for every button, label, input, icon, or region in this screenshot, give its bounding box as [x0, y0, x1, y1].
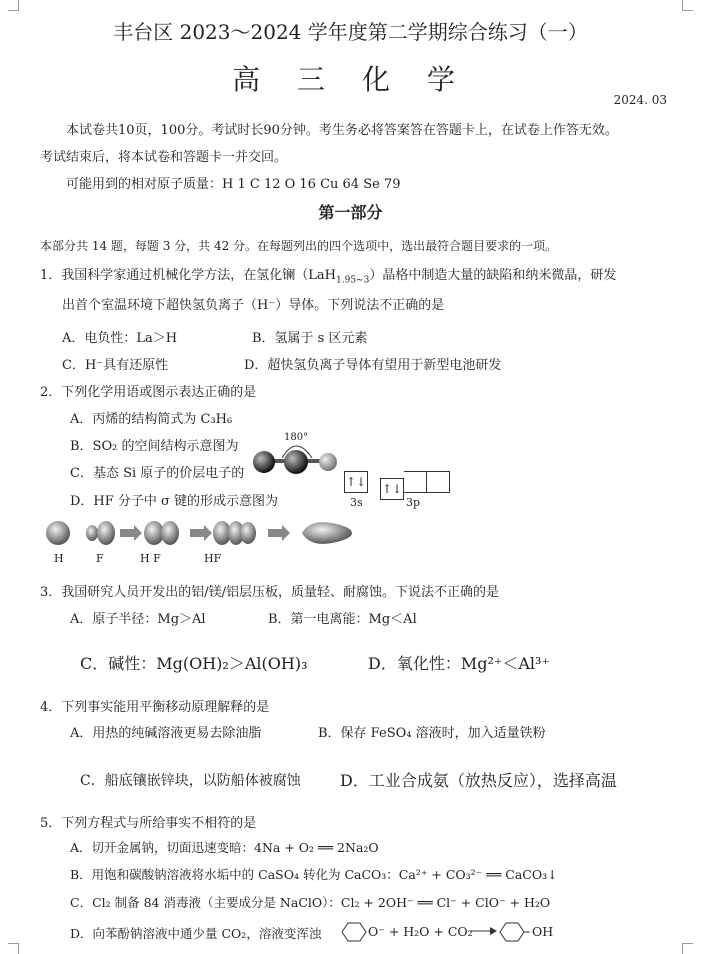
- q5-option-d: D．向苯酚钠溶液中通少量 CO₂，溶液变浑浊: [70, 926, 322, 941]
- q4-option-d: D．工业合成氨（放热反应），选择高温: [340, 771, 617, 790]
- q3-stem: 3．我国研究人员开发出的铝/镁/铝层压板，质量轻、耐腐蚀。下说法不正确的是: [40, 585, 500, 600]
- label-3s: 3s: [350, 496, 363, 509]
- q1-option-a: A．电负性：La＞H: [62, 331, 178, 346]
- q1-stem: 1．我国科学家通过机械化学方法，在氢化镧（LaH$_{1.95\sim 3}$）晶格中制造大量的缺陷和纳米微晶，研发: [40, 268, 617, 286]
- arrow-icon: [120, 525, 142, 541]
- subject-title: 高 三 化 学: [232, 63, 469, 96]
- so2-structure-figure: [248, 428, 348, 478]
- exam-title: 丰台区 2023～2024 学年度第二学期综合练习（一）: [113, 20, 588, 44]
- q5-stem: 5．下列方程式与所给事实不相符的是: [40, 816, 257, 831]
- q4-stem: 4．下列事实能用平衡移动原理解释的是: [40, 700, 270, 715]
- h-1s-orbital: [46, 521, 70, 545]
- q1-option-d: D．超快氢负离子导体有望用于新型电池研发: [244, 358, 502, 373]
- q3-option-c: C．碱性：Mg(OH)₂＞Al(OH)₃: [80, 654, 308, 673]
- q3-option-d: D．氧化性：Mg²⁺＜Al³⁺: [368, 654, 550, 673]
- q4-option-c: C．船底镶嵌锌块，以防船体被腐蚀: [80, 773, 301, 789]
- hf-sigma-bond-figure: [40, 515, 360, 555]
- q1-option-b: B．氢属于 s 区元素: [252, 331, 368, 346]
- so2-angle-label: 180°: [284, 432, 309, 443]
- orbital-3p-box-1: ↑↓: [380, 478, 404, 500]
- part1-title: 第一部分: [318, 203, 383, 222]
- f-2p-lobe-large: [97, 521, 115, 545]
- benzene-ring-icon: [334, 920, 368, 944]
- reaction-arrow-icon: [468, 924, 498, 938]
- q2-option-b: B．SO₂ 的空间结构示意图为: [70, 439, 239, 454]
- q1-stem-line2: 出首个室温环境下超快氢负离子（H⁻）导体。下列说法不正确的是: [62, 298, 445, 313]
- arrow-icon-2: [190, 525, 212, 541]
- f-2p-lobe-small: [86, 525, 98, 541]
- instructions-line2: 考试结束后，将本试卷和答题卡一并交回。: [40, 150, 288, 165]
- oxygen-atom-right: [319, 453, 337, 471]
- q3-option-a: A．原子半径：Mg＞Al: [70, 612, 206, 627]
- crop-mark-bottom-left: [8, 943, 19, 954]
- q5-option-b: B．用饱和碳酸钠溶液将水垢中的 CaSO₄ 转化为 CaCO₃：Ca²⁺ + CO₃²⁻ ══ CaCO₃↓: [70, 867, 558, 882]
- label-hf: HF: [204, 552, 222, 565]
- q2-stem: 2．下列化学用语或图示表达正确的是: [40, 385, 257, 400]
- arrow-icon-3: [268, 525, 290, 541]
- sulfur-atom: [284, 450, 308, 474]
- f-orbital-approach: [161, 521, 179, 545]
- orbital-3s: [344, 471, 368, 493]
- oxygen-atom-left: [253, 451, 275, 473]
- phenol-ring-icon: [496, 920, 530, 944]
- q5-option-a: A．切开金属钠，切面迅速变暗：4Na + O₂ ══ 2Na₂O: [70, 840, 379, 855]
- crop-mark-top-right: [682, 0, 693, 11]
- q3-option-b: B．第一电离能：Mg＜Al: [268, 612, 417, 627]
- exam-date: 2024. 03: [613, 93, 667, 107]
- orbital-3p-box-2: [404, 471, 427, 493]
- overlap-right: [240, 522, 256, 544]
- part1-intro: 本部分共 14 题，每题 3 分，共 42 分。在每题列出的四个选项中，选出最符合题目要求的一项。: [40, 239, 558, 253]
- label-h-f: H F: [140, 552, 161, 565]
- q5-option-d-product: OH: [532, 924, 554, 939]
- orbital-3s-box: ↑↓: [344, 471, 368, 493]
- atomic-masses: 可能用到的相对原子质量：H 1 C 12 O 16 Cu 64 Se 79: [66, 177, 401, 192]
- q5-option-d-reactants: O⁻ + H₂O + CO₂: [368, 924, 473, 939]
- q1-option-c: C．H⁻具有还原性: [62, 358, 169, 373]
- instructions-line1: 本试卷共10页，100分。考试时长90分钟。考生务必将答案答在答题卡上，在试卷上作答无效。: [66, 123, 618, 138]
- label-h: H: [54, 552, 64, 565]
- orbital-3p-box-3: [427, 471, 450, 493]
- sigma-bond-orbital: [302, 522, 352, 544]
- q4-option-b: B．保存 FeSO₄ 溶液时，加入适量铁粉: [318, 726, 546, 741]
- q5-option-c: C．Cl₂ 制备 84 消毒液（主要成分是 NaClO）：Cl₂ + 2OH⁻ ══ Cl⁻ + ClO⁻ + H₂O: [70, 895, 551, 910]
- q4-option-a: A．用热的纯碱溶液更易去除油脂: [70, 726, 262, 741]
- q2-option-d: D．HF 分子中 σ 键的形成示意图为: [70, 494, 279, 509]
- label-f: F: [96, 552, 104, 565]
- q2-option-c: C．基态 Si 原子的价层电子的: [70, 466, 245, 481]
- q2-option-a: A．丙烯的结构简式为 C₃H₆: [70, 412, 233, 427]
- label-3p: 3p: [406, 496, 421, 509]
- crop-mark-bottom-right: [682, 943, 693, 954]
- crop-mark-top-left: [8, 0, 19, 11]
